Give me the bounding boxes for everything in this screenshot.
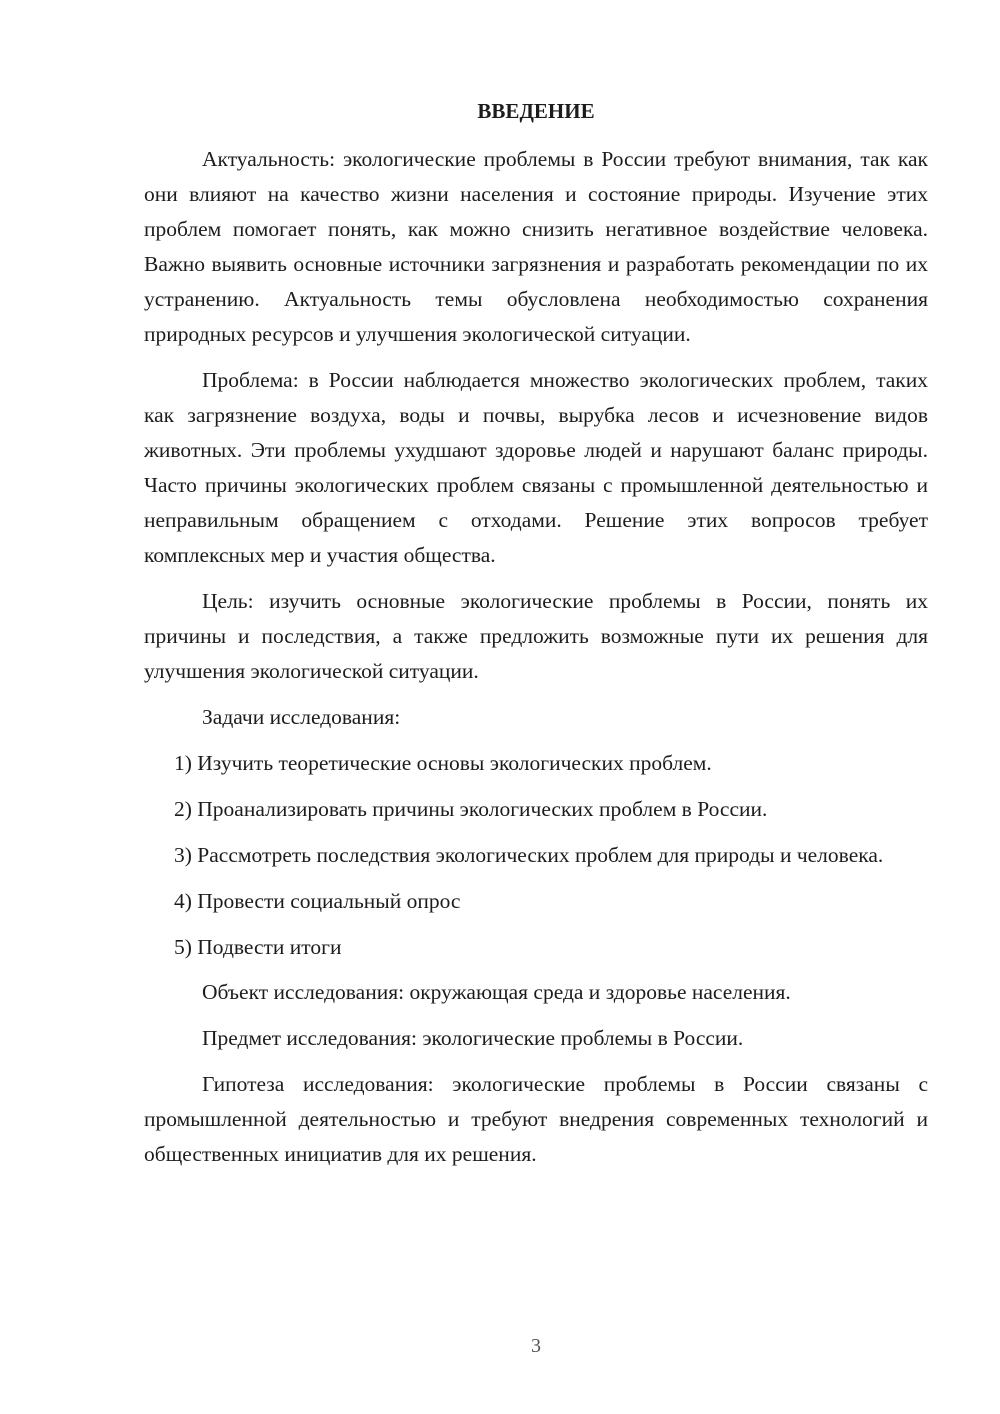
task-item-1: 1) Изучить теоретические основы экологических проблем. <box>174 751 712 775</box>
task-item-2: 2) Проанализировать причины экологических проблем в России. <box>174 797 768 821</box>
document-body <box>144 142 928 1172</box>
paragraph-relevance: Актуальность: экологические проблемы в России требуют внимания, так как они влияют на качество жизни населения и состояние природы. Изучение этих проблем помогает понять, как можно снизить негативное воздействие человека. Важно выявить основные источники загрязнения и разработать рекомендации по их устранению. Актуальность темы обусловлена необходимостью сохранения природных ресурсов и улучшения экологической ситуации. <box>144 147 928 346</box>
research-hypothesis: Гипотеза исследования: экологические проблемы в России связаны с промышленной деятельностью и требуют внедрения современных технологий и общественных инициатив для их решения. <box>144 1072 928 1166</box>
page-number: 3 <box>531 1335 541 1357</box>
paragraph-problem: Проблема: в России наблюдается множество экологических проблем, таких как загрязнение воздуха, воды и почвы, вырубка лесов и исчезновение видов животных. Эти проблемы ухудшают здоровье людей и нарушают баланс природы. Часто причины экологических проблем связаны с промышленной деятельностью и неправильным обращением с отходами. Решение этих вопросов требует комплексных мер и участия общества. <box>144 368 928 567</box>
research-object: Объект исследования: окружающая среда и здоровье населения. <box>202 980 791 1004</box>
page-title: ВВЕДЕНИЕ <box>477 99 595 123</box>
task-item-4: 4) Провести социальный опрос <box>174 889 461 913</box>
paragraph-goal: Цель: изучить основные экологические проблемы в России, понять их причины и последствия, а также предложить возможные пути их решения для улучшения экологической ситуации. <box>144 589 928 683</box>
tasks-heading: Задачи исследования: <box>202 705 401 729</box>
task-item-3: 3) Рассмотреть последствия экологических проблем для природы и человека. <box>174 843 884 867</box>
task-item-5: 5) Подвести итоги <box>174 935 342 959</box>
research-subject: Предмет исследования: экологические проблемы в России. <box>202 1026 744 1050</box>
